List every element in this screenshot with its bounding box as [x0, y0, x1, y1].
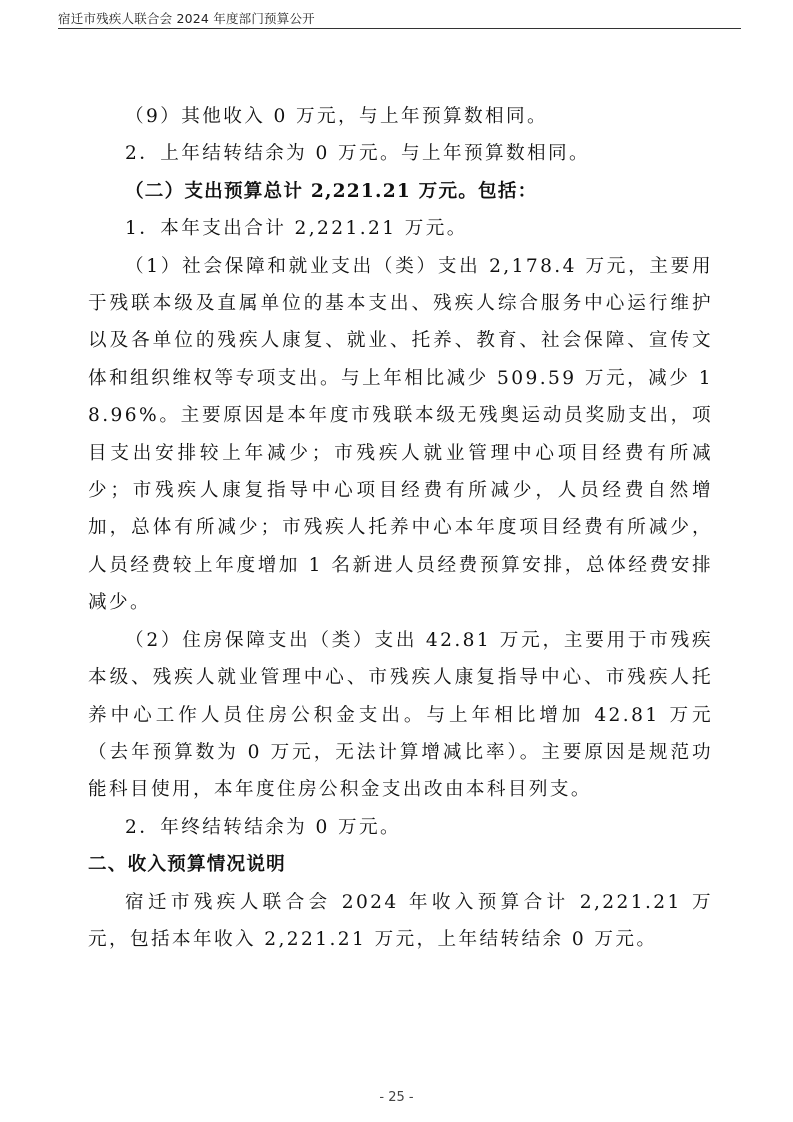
header-divider — [58, 28, 741, 29]
document-body — [88, 98, 713, 958]
paragraph-year-end-carryover: 2．年终结转结余为 0 万元。 — [125, 816, 402, 838]
paragraph-carryover-income: 2．上年结转结余为 0 万元。与上年预算数相同。 — [125, 143, 590, 165]
paragraph-other-income: （9）其他收入 0 万元，与上年预算数相同。 — [125, 106, 548, 127]
paragraph-annual-expenditure: 1．本年支出合计 2,221.21 万元。 — [125, 218, 468, 240]
section-heading-expenditure-total: （二）支出预算总计 2,221.21 万元。包括： — [125, 180, 538, 202]
section-heading-income-budget: 二、收入预算情况说明 — [88, 854, 286, 876]
paragraph-housing-expenditure: （2）住房保障支出（类）支出 42.81 万元，主要用于市残疾本级、残疾人就业管理中心、市残疾人康复指导中心、市残疾人托养中心工作人员住房公积金支出。与上年相比增加 42.81 万元（去年预算数为 0 万元，无法计算增减比率）。主要原因是规范功能科目使用，本年度住房公积金支出改由本科目列支。 — [88, 629, 713, 801]
page-number: - 25 - — [379, 1090, 414, 1105]
page-header-title: 宿迁市残疾人联合会 2024 年度部门预算公开 — [58, 11, 315, 26]
paragraph-income-budget-summary: 宿迁市残疾人联合会 2024 年收入预算合计 2,221.21 万元，包括本年收入 2,221.21 万元，上年结转结余 0 万元。 — [88, 891, 713, 950]
paragraph-social-security-expenditure: （1）社会保障和就业支出（类）支出 2,178.4 万元，主要用于残联本级及直属单位的基本支出、残疾人综合服务中心运行维护以及各单位的残疾人康复、就业、托养、教育、社会保障、宣传文体和组织维权等专项支出。与上年相比减少 509.59 万元，减少 18.96%。主要原因是本年度市残联本级无残奥运动员奖励支出，项目支出安排较上年减少；市残疾人就业管理中心项目经费有所减少；市残疾人康复指导中心项目经费有所减少，人员经费自然增加，总体有所减少；市残疾人托养中心本年度项目经费有所减少，人员经费较上年度增加 1 名新进人员经费预算安排，总体经费安排减少。 — [88, 255, 713, 614]
